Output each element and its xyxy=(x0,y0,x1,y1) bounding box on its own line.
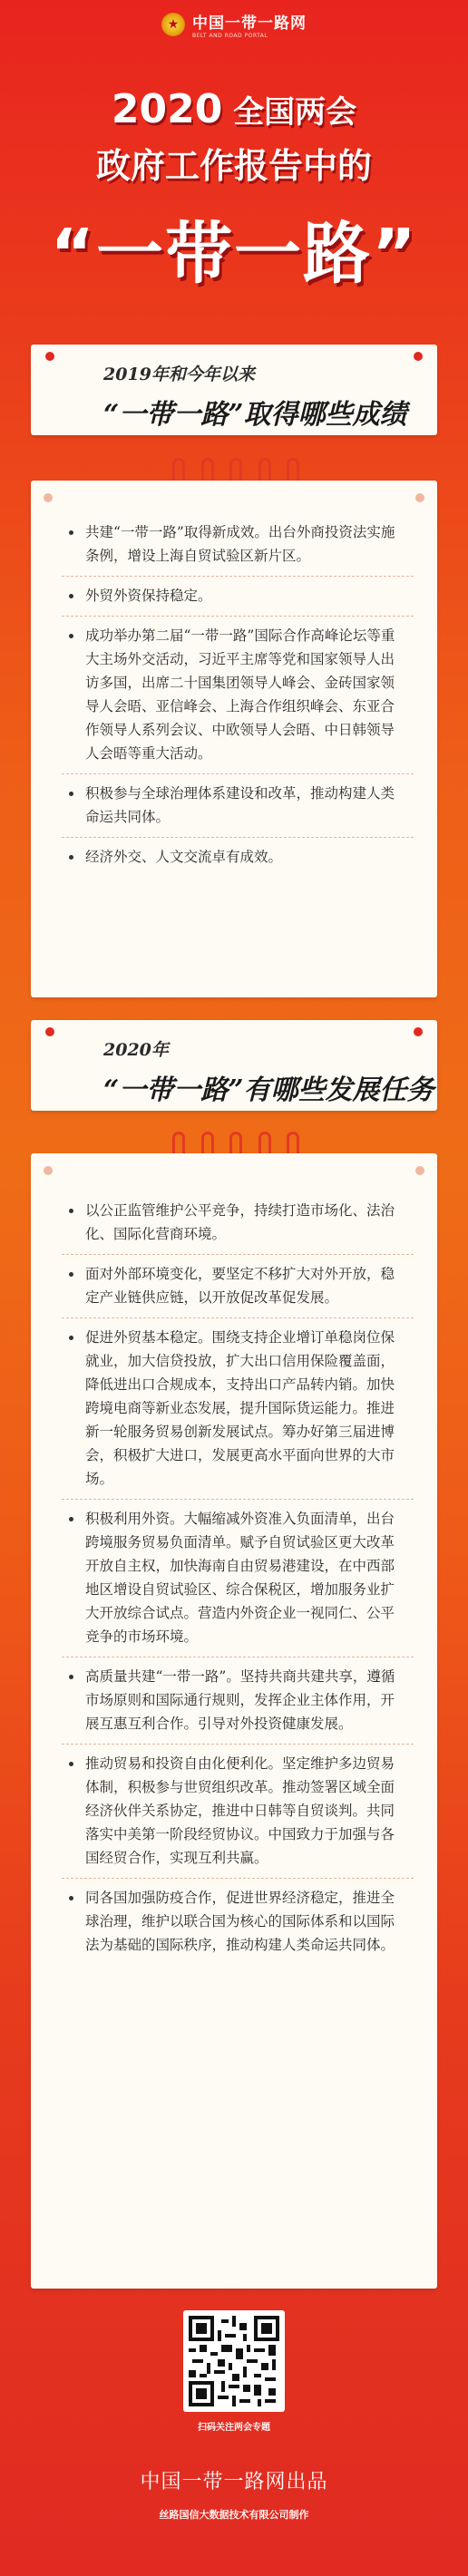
section-2-card xyxy=(31,1153,437,2289)
list-item xyxy=(85,1262,399,1309)
pin-icon xyxy=(45,1027,54,1036)
pin-icon xyxy=(414,1027,423,1036)
title-line-1 xyxy=(0,86,468,132)
qr-code[interactable] xyxy=(183,2310,285,2412)
list-item-text: 成功举办第二届“一带一路”国际合作高峰论坛等重大主场外交活动，习近平主席等党和国家领导人出访多国，出席二十国集团领导人峰会、金砖国家领导人会晤、亚信峰会、上海合作组织峰会、东亚合作领导人系列会议、中欧领导人会晤、中日韩领导人会晤等重大活动。 xyxy=(85,627,395,762)
list-item-text: 以公正监管维护公平竞争，持续打造市场化、法治化、国际化营商环境。 xyxy=(85,1202,395,1242)
section-2-heading: “一带一路”有哪些发展任务 xyxy=(103,1074,434,1106)
list-item-text: 外贸外资保持稳定。 xyxy=(85,588,212,604)
list-item-text: 面对外部环境变化，要坚定不移扩大对外开放，稳定产业链供应链，以开放促改革促发展。 xyxy=(85,1266,395,1306)
qr-section xyxy=(178,2310,290,2433)
list-item xyxy=(85,520,399,568)
list-item-text: 共建“一带一路”取得新成效。出台外商投资法实施条例，增设上海自贸试验区新片区。 xyxy=(85,524,395,564)
list-item-text: 促进外贸基本稳定。围绕支持企业增订单稳岗位保就业，加大信贷投放，扩大出口信用保险覆盖面，降低进出口合规成本，支持出口产品转内销。加快跨境电商等新业态发展，提升国际货运能力。推进新一轮服务贸易创新发展试点。筹办好第三届进博会，积极扩大进口，发展更高水平面向世界的大市场。 xyxy=(85,1329,395,1487)
title-line-3: “一带一路” xyxy=(50,215,418,293)
page-footer xyxy=(0,2466,468,2522)
title-year: 2020 xyxy=(111,86,223,132)
page-title xyxy=(0,86,468,296)
section-1-card xyxy=(31,481,437,997)
pin-icon xyxy=(414,352,423,361)
hole-icon xyxy=(44,493,53,502)
list-item xyxy=(85,1752,399,1870)
list-item-text: 积极利用外资。大幅缩减外资准入负面清单，出台跨境服务贸易负面清单。赋予自贸试验区更大改革开放自主权，加快海南自由贸易港建设，在中西部地区增设自贸试验区、综合保税区，增加服务业扩大开放综合试点。营造内外资企业一视同仁、公平竞争的市场环境。 xyxy=(85,1511,395,1645)
list-item-text: 经济外交、人文交流卓有成效。 xyxy=(85,849,283,865)
section-2-subtitle: 2020年 xyxy=(103,1040,169,1060)
title-line-1-rest: 全国两会 xyxy=(233,94,357,131)
list-item-text: 推动贸易和投资自由化便利化。坚定维护多边贸易体制，积极参与世贸组织改革。推动签署区域全面经济伙伴关系协定，推进中日韩等自贸谈判。共同落实中美第一阶段经贸协议。中国致力于加强与各国经贸合作，实现互利共赢。 xyxy=(85,1755,395,1866)
footer-publisher: 中国一带一路网出品 xyxy=(140,2471,328,2493)
qr-caption: 扫码关注两会专题 xyxy=(198,2423,270,2433)
site-subtitle: BELT AND ROAD PORTAL xyxy=(192,33,268,39)
site-brand xyxy=(192,10,307,39)
section-2-list xyxy=(31,1153,437,1957)
list-item xyxy=(85,584,399,608)
footer-producer: 丝路国信大数据技术有限公司制作 xyxy=(159,2509,309,2521)
hole-icon xyxy=(44,1166,53,1175)
list-item-text: 高质量共建“一带一路”。坚持共商共建共享，遵循市场原则和国际通行规则，发挥企业主体作用，开展互惠互利合作。引导对外投资健康发展。 xyxy=(85,1668,395,1732)
section-1-heading: “一带一路”取得哪些成绩 xyxy=(103,399,407,431)
list-item xyxy=(85,1326,399,1491)
section-1-list xyxy=(31,481,437,869)
list-item-text: 同各国加强防疫合作，促进世界经济稳定，推进全球治理，维护以联合国为核心的国际体系和以国际法为基础的国际秩序，推动构建人类命运共同体。 xyxy=(85,1890,395,1953)
list-item xyxy=(85,1507,399,1648)
list-item xyxy=(85,1886,399,1957)
national-emblem-icon: ★ xyxy=(161,13,185,36)
list-item xyxy=(85,845,399,869)
list-item-text: 积极参与全球治理体系建设和改革，推动构建人类命运共同体。 xyxy=(85,785,395,825)
section-2-banner xyxy=(31,1020,437,1111)
qr-code-icon xyxy=(189,2316,279,2406)
list-item xyxy=(85,624,399,765)
section-1-subtitle: 2019年和今年以来 xyxy=(103,365,255,384)
list-item xyxy=(85,782,399,829)
pin-icon xyxy=(45,352,54,361)
list-item xyxy=(85,1199,399,1246)
hole-icon xyxy=(415,1166,424,1175)
list-item xyxy=(85,1665,399,1735)
site-name: 中国一带一路网 xyxy=(192,15,307,33)
site-header xyxy=(0,0,468,49)
title-line-2: 政府工作报告中的 xyxy=(95,146,372,186)
hole-icon xyxy=(415,493,424,502)
section-1-banner xyxy=(31,345,437,435)
